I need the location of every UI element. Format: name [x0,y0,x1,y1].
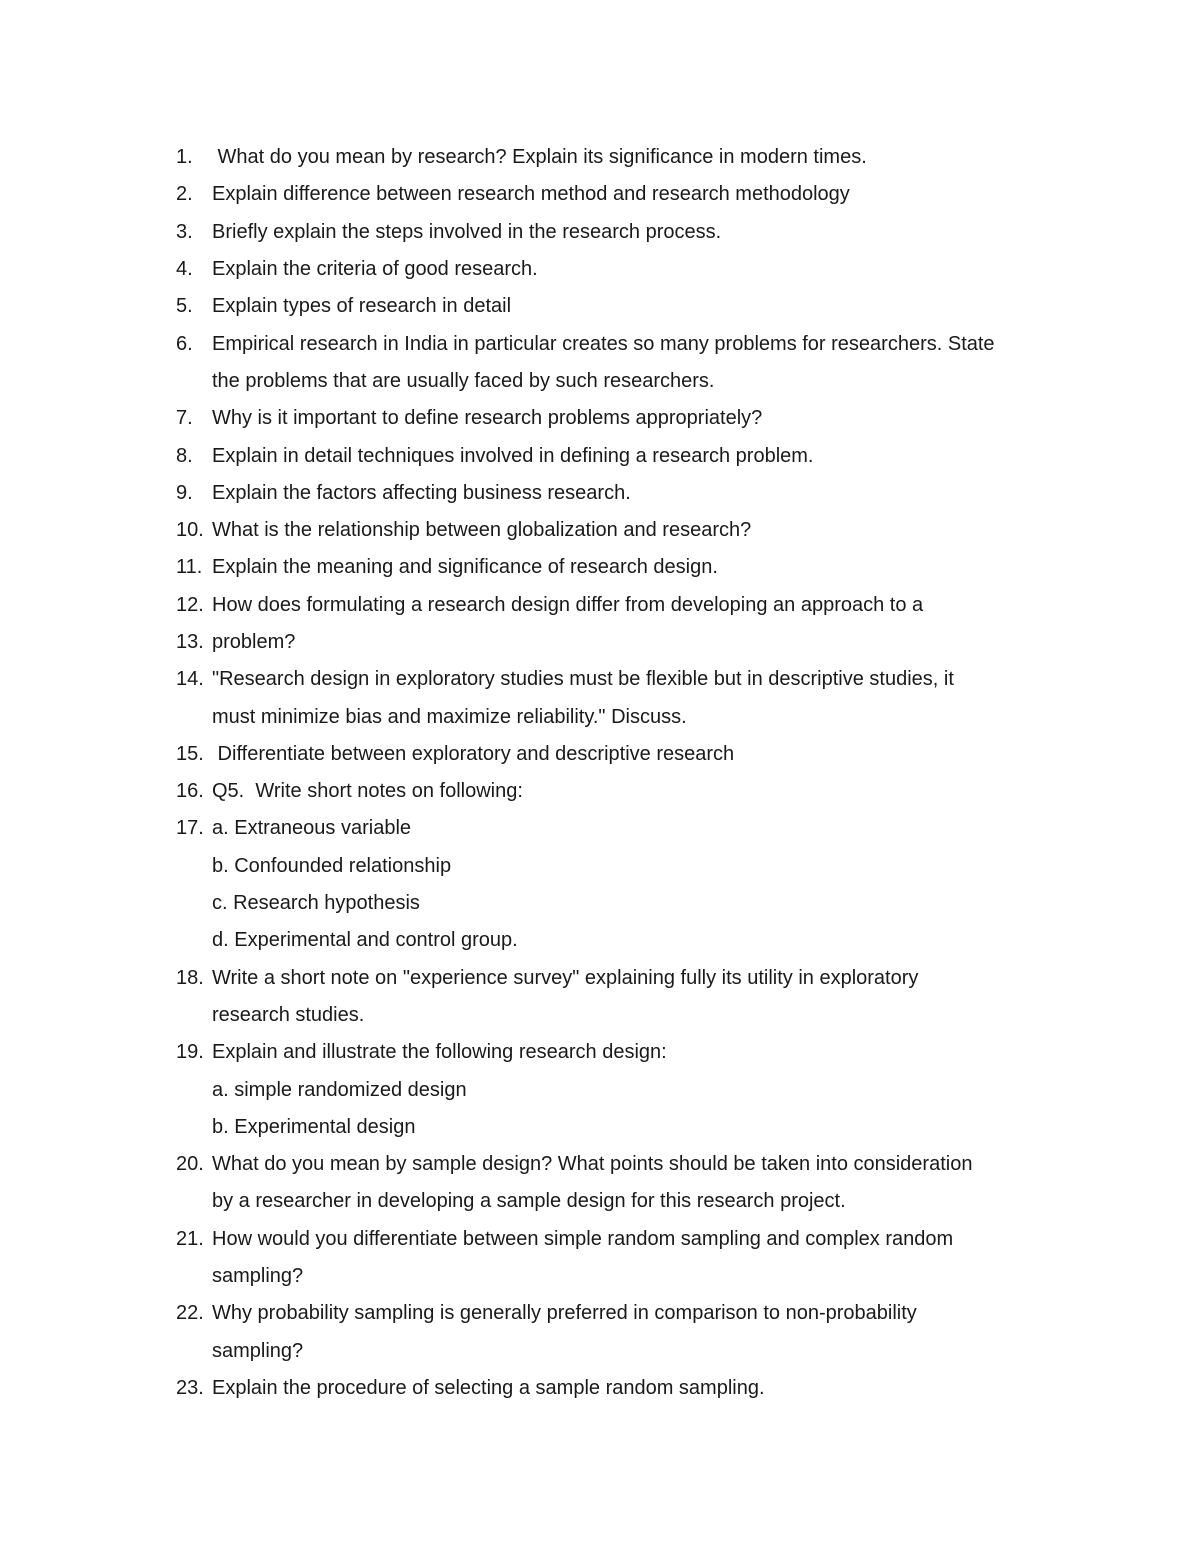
question-item [176,624,1076,661]
question-item [176,288,1076,325]
question-text: a. simple randomized design [212,1078,467,1101]
question-text: Explain the criteria of good research. [212,258,538,281]
question-text: Explain the procedure of selecting a sample random sampling. [212,1376,765,1399]
question-item [176,549,1076,586]
question-text: Explain and illustrate the following research design: [212,1041,667,1064]
question-number: 3. [176,220,193,243]
question-number: 16. [176,780,204,803]
question-number: 17. [176,817,204,840]
question-text: Explain the factors affecting business research. [212,481,631,504]
question-text: b. Experimental design [212,1115,416,1138]
question-text: sampling? [212,1265,304,1288]
question-text: Empirical research in India in particular creates so many problems for researchers. State [212,332,995,355]
question-text: problem? [212,631,296,653]
question-number: 5. [176,295,193,318]
question-item [176,325,1076,362]
question-number: 12. [176,593,204,616]
question-item-continuation [176,848,1076,885]
question-number: 6. [176,332,193,355]
question-number: 15. [176,742,204,765]
question-item [176,475,1076,512]
question-item [176,1221,1076,1258]
question-number: 4. [176,258,193,281]
question-item [176,810,1076,847]
question-number: 20. [176,1153,204,1176]
question-number: 19. [176,1041,204,1064]
question-item-continuation [176,1183,1076,1220]
question-item [176,1295,1076,1332]
question-text: a. Extraneous variable [212,817,412,840]
question-item [176,587,1076,624]
question-number: 11. [176,556,203,579]
question-text: How does formulating a research design differ from developing an approach to a [212,593,924,616]
question-text: sampling? [212,1339,304,1362]
question-text: How would you differentiate between simple random sampling and complex random [212,1227,954,1250]
question-item-continuation [176,997,1076,1034]
question-item-continuation [176,885,1076,922]
question-text: What is the relationship between globalization and research? [212,519,752,542]
question-item-continuation [176,1109,1076,1146]
question-item-continuation [176,698,1076,735]
question-number: 13. [176,631,204,653]
question-item [176,437,1076,474]
question-text: Explain the meaning and significance of research design. [212,556,718,579]
question-item [176,773,1076,810]
question-list [176,139,1076,1407]
question-text: d. Experimental and control group. [212,929,518,952]
question-item-continuation [176,1071,1076,1108]
question-text: Write a short note on "experience survey" explaining fully its utility in exploratory [212,966,919,989]
question-text: by a researcher in developing a sample design for this research project. [212,1190,846,1213]
question-number: 22. [176,1302,204,1325]
question-text: Why probability sampling is generally preferred in comparison to non-probability [212,1302,917,1325]
question-text: Briefly explain the steps involved in the research process. [212,220,722,243]
question-item [176,400,1076,437]
question-text: c. Research hypothesis [212,892,420,915]
question-number: 23. [176,1376,204,1399]
question-number: 8. [176,444,193,467]
question-text: Explain in detail techniques involved in defining a research problem. [212,444,814,467]
question-item [176,251,1076,288]
question-number: 14. [176,668,204,691]
question-number: 18. [176,966,204,989]
question-item [176,736,1076,773]
question-item [176,214,1076,251]
question-text: b. Confounded relationship [212,854,452,877]
question-text: "Research design in exploratory studies must be flexible but in descriptive studies, it [212,668,954,691]
question-item-continuation [176,922,1076,959]
question-text: Explain types of research in detail [212,295,512,318]
question-number: 10. [176,519,204,542]
question-number: 1. [176,146,193,169]
question-number: 2. [176,183,193,206]
question-text: the problems that are usually faced by such researchers. [212,369,715,392]
question-item-continuation [176,1258,1076,1295]
question-item [176,512,1076,549]
question-item [176,1034,1076,1071]
question-number: 21. [176,1227,204,1250]
question-item [176,960,1076,997]
question-text: Explain difference between research method and research methodology [212,183,850,206]
question-item [176,1146,1076,1183]
question-text: Why is it important to define research problems appropriately? [212,407,763,430]
question-number: 9. [176,481,193,504]
question-item [176,661,1076,698]
question-text: Differentiate between exploratory and descriptive research [212,742,735,765]
question-text: must minimize bias and maximize reliability." Discuss. [212,705,687,728]
question-text: What do you mean by sample design? What points should be taken into consideration [212,1153,973,1176]
question-text: What do you mean by research? Explain its significance in modern times. [212,146,867,169]
question-item [176,139,1076,176]
question-item-continuation [176,363,1076,400]
question-number: 7. [176,407,193,430]
question-text: Q5. Write short notes on following: [212,780,523,803]
question-item [176,1370,1076,1407]
question-text: research studies. [212,1003,365,1026]
question-item-continuation [176,1333,1076,1370]
question-item [176,176,1076,213]
